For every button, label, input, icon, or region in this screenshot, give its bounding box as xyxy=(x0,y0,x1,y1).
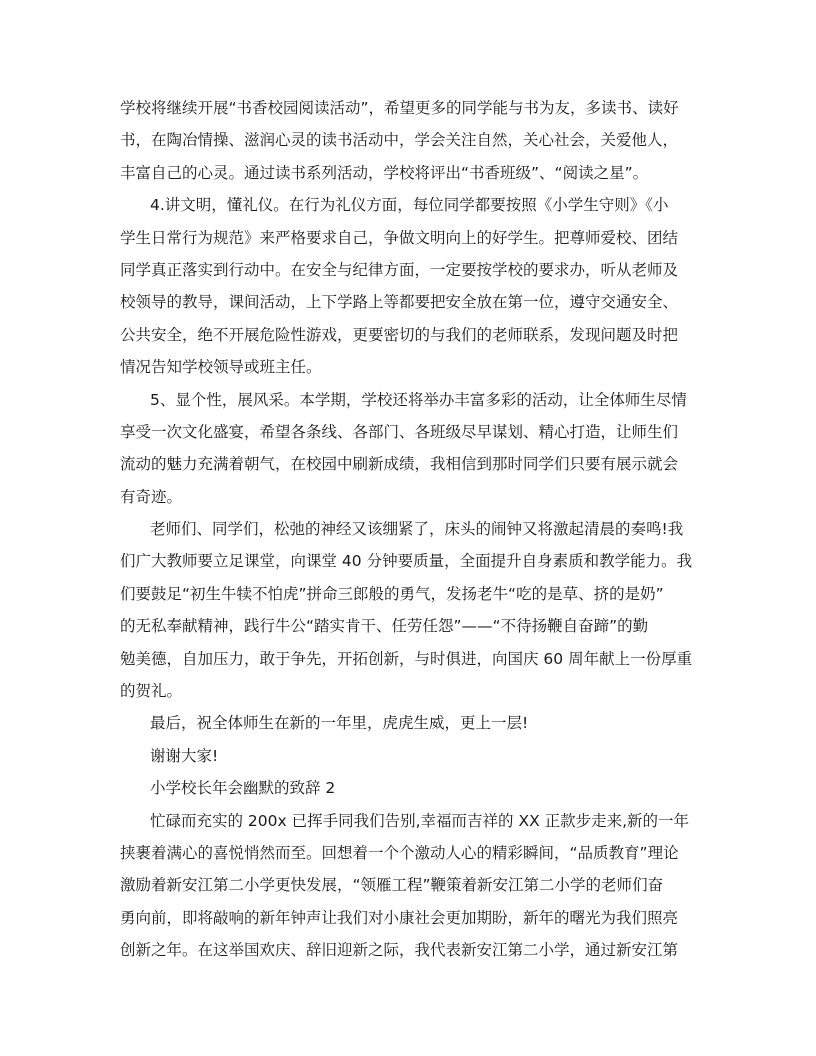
paragraph-thanks xyxy=(120,740,700,772)
text-line: 流动的魅力充满着朝气，在校园中刷新成绩，我相信到那时同学们只要有展示就会 xyxy=(120,455,679,474)
text-line: 们要鼓足“初生牛犊不怕虎”拼命三郎般的勇气，发扬老牛“吃的是草、挤的是奶” xyxy=(120,584,664,603)
text-line: 激励着新安江第二小学更快发展，“领雁工程”鞭策着新安江第二小学的老师们奋 xyxy=(120,876,664,895)
text-line: 丰富自己的心灵。通过读书系列活动，学校将评出“书香班级”、“阅读之星”。 xyxy=(120,163,649,182)
text-line: 公共安全，绝不开展危险性游戏，更要密切的与我们的老师联系，发现问题及时把 xyxy=(120,325,679,344)
text-line: 4.讲文明，懂礼仪。在行为礼仪方面，每位同学都要按照《小学生守则》《小 xyxy=(150,196,669,215)
paragraph-wishes xyxy=(120,707,700,739)
text-line: 谢谢大家! xyxy=(150,746,219,765)
text-line: 勉美德，自加压力，敢于争先，开拓创新，与时俱进，向国庆 60 周年献上一份厚重 xyxy=(120,649,693,668)
text-line: 5、显个性，展风采。本学期，学校还将举办丰富多彩的活动，让全体师生尽情 xyxy=(150,390,687,409)
text-line: 勇向前，即将敲响的新年钟声让我们对小康社会更加期盼，新年的曙光为我们照亮 xyxy=(120,908,679,927)
paragraph-speech-2 xyxy=(120,805,700,967)
paragraph-civility xyxy=(120,189,700,383)
text-line: 情况告知学校领导或班主任。 xyxy=(120,358,322,377)
section-title xyxy=(120,772,700,804)
text-line: 学校将继续开展“书香校园阅读活动”，希望更多的同学能与书为友，多读书、读好 xyxy=(120,99,679,117)
text-line: 最后，祝全体师生在新的一年里，虎虎生威，更上一层! xyxy=(150,714,529,733)
text-line: 创新之年。在这举国欢庆、辞旧迎新之际，我代表新安江第二小学，通过新安江第 xyxy=(120,941,679,960)
text-line: 们广大教师要立足课堂，向课堂 40 分钟要质量，全面提升自身素质和教学能力。我 xyxy=(120,552,693,571)
paragraph-reading-activity xyxy=(120,92,700,189)
paragraph-personality xyxy=(120,384,700,514)
document-body xyxy=(120,92,700,967)
text-line: 享受一次文化盛宴，希望各条线、各部门、各班级尽早谋划、精心打造，让师生们 xyxy=(120,422,679,441)
text-line: 校领导的教导，课间活动，上下学路上等都要把安全放在第一位，遵守交通安全、 xyxy=(120,293,679,312)
text-line: 挟裹着满心的喜悦悄然而至。回想着一个个激动人心的精彩瞬间，“品质教育”理论 xyxy=(120,843,679,862)
text-line: 老师们、同学们，松弛的神经又该绷紧了，床头的闹钟又将激起清晨的奏鸣!我 xyxy=(150,520,684,539)
text-line: 书，在陶冶情操、滋润心灵的读书活动中，学会关注自然，关心社会，关爱他人， xyxy=(120,131,679,150)
text-line: 学生日常行为规范》来严格要求自己，争做文明向上的好学生。把尊师爱校、团结 xyxy=(120,228,679,247)
text-line: 的贺礼。 xyxy=(120,682,183,701)
text-line: 有奇迹。 xyxy=(120,487,183,506)
paragraph-teachers-students xyxy=(120,513,700,707)
text-line: 忙碌而充实的 200x 已挥手同我们告别,幸福而吉祥的 XX 正款步走来,新的一年 xyxy=(150,811,690,830)
section-title-text: 小学校长年会幽默的致辞 2 xyxy=(150,779,336,798)
text-line: 同学真正落实到行动中。在安全与纪律方面，一定要按学校的要求办，听从老师及 xyxy=(120,260,679,279)
text-line: 的无私奉献精神，践行牛公“踏实肯干、任劳任怨”——“不待扬鞭自奋蹄”的勤 xyxy=(120,617,649,636)
